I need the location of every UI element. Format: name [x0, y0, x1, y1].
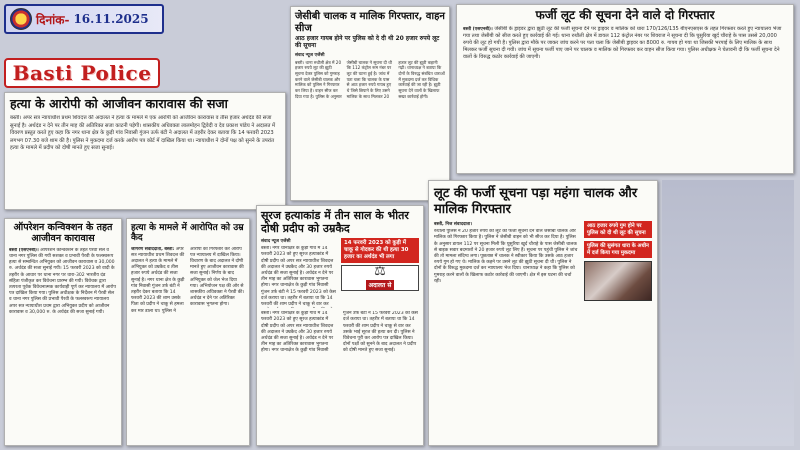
article-2-dateline: बस्ती (एसएनबी)।: [9, 247, 39, 253]
article-clipping-1: [4, 92, 286, 210]
article-clipping-3: [126, 218, 250, 446]
background-divider: [662, 180, 794, 446]
article-5-body: बस्ती। थाना रुधौली क्षेत्र में 20 हजार रुपये लूट की झूठी सूचना देकर पुलिस को गुमराह करने वाले जेसीबी चालक और मालिक को पुलिस ने गिरफ्तार कर लिया है। वाहन सीज कर दिया गया है। पुलिस के अनुसार जेसीबी चालक ने सूचना दी थी कि 112 कंट्रोल रूम नंबर पर लूट की घटना हुई है। जांच में पता चला कि चालक के पास से आठ हजार रुपये गायब हुए थे जिसे छिपाने के लिए उसने मालिक के साथ मिलकर 20 हजार लूट की झूठी कहानी गढ़ी। थानाध्यक्ष ने बताया कि दोनों के विरुद्ध संबंधित धाराओं में मुकदमा दर्ज कर विधिक कार्रवाई की जा रही है। झूठी सूचना देने वालों के खिलाफ सख्त कार्रवाई होगी।: [295, 59, 445, 99]
article-4-body: बस्ती। नगर थानाक्षेत्र के कुड़ी गांव में 14 फरवरी 2023 को हुए सूरज हत्याकांड में दोषी प्रदीप को अपर सत्र न्यायाधीश शिवदत्त की अदालत ने उम्रकैद और 30 हजार रुपये अर्थदंड की सजा सुनाई है। अर्थदंड न देने पर तीन माह का अतिरिक्त कारावास भुगतना होगा। नगर थानाक्षेत्र के कुड़ी गांव निवासी गुंजन उर्फ बंटी ने 15 फरवरी 2023 को केस दर्ज कराया था। तहरीर में बताया था कि 14 फरवरी की शाम प्रदीप ने चाकू से वार कर उसके भाई सूरज की हत्या कर दी। पुलिस ने विवेचना पूरी कर आरोप पत्र दाखिल किया। दोनों पक्षों को सुनने के बाद अदालत ने प्रदीप को दोषी मानते हुए सजा सुनाई।: [261, 311, 418, 354]
article-2-text: [9, 248, 117, 432]
article-clipping-4: [256, 205, 424, 446]
article-clipping-7: [428, 180, 658, 446]
article-7-photo: [584, 261, 652, 301]
article-3-headline: हत्या के मामले में आरोपित को उम्र कैद: [131, 223, 244, 244]
article-3-dateline: जागरण संवाददाता, बस्ती:: [131, 246, 175, 252]
brand-name: Basti Police: [12, 61, 152, 85]
article-4-byline: संवाद न्यूज एजेंसी: [261, 239, 291, 245]
article-3-text: [131, 247, 245, 439]
scales-of-justice-icon: ⚖: [374, 264, 386, 280]
article-6-headline: फर्जी लूट की सूचना देने वाले दो गिरफ्तार: [535, 8, 715, 22]
article-7-headline: लूट की फर्जी सूचना पड़ा महंगा चालक और मालिक गिरफ्तार: [434, 186, 638, 217]
article-clipping-6: [456, 4, 794, 174]
article-3-body: अपर सत्र न्यायाधीश प्रथम शिवदत्त की अदालत ने हत्या के मामले में अभियुक्त को उम्रकैद व तीस हजार रुपये अर्थदंड की सजा सुनाई है। नगर थाना क्षेत्र के कुड़ी गांव निवासी गुंजन उर्फ बंटी ने तहरीर देकर बताया कि 14 फरवरी 2023 की शाम उसके पिता को प्रदीप ने चाकू से हमला कर मार डाला था। पुलिस ने आरोपी को गिरफ्तार कर आरोप पत्र न्यायालय में दाखिल किया। विचारण के बाद अदालत ने दोषी मानते हुए आजीवन कारावास की सजा सुनाई। निर्णय के बाद अभियुक्त को जेल भेज दिया गया। अभियोजन पक्ष की ओर से शासकीय अधिवक्ता ने पैरवी की। अर्थदंड न देने पर अतिरिक्त कारावास भुगतना होगा।: [131, 246, 245, 314]
article-7-sub-highlight-2: पुलिस की सुसंगत धारा के अधीन में दर्ज किया गया मुकदमा: [584, 241, 652, 258]
article-4-body-lead: बस्ती। नगर थानाक्षेत्र के कुड़ी गांव में 14 फरवरी 2023 को हुए सूरज हत्याकांड में दोषी प्रदीप को अपर सत्र न्यायाधीश शिवदत्त की अदालत ने उम्रकैद और 30 हजार रुपये अर्थदंड की सजा सुनाई है। अर्थदंड न देने पर तीन माह का अतिरिक्त कारावास भुगतना होगा। नगर थानाक्षेत्र के कुड़ी गांव निवासी गुंजन उर्फ बंटी ने 15 फरवरी 2023 को केस दर्ज कराया था। तहरीर में बताया था कि 14 फरवरी की शाम प्रदीप ने चाकू से वार कर: [261, 246, 336, 307]
article-5-byline: संवाद न्यूज एजेंसी: [295, 52, 325, 58]
article-7-sub-highlight: आठ हजार रुपये गुम होने पर पुलिस को दी थी लूट की सूचना: [584, 221, 652, 238]
article-clipping-5: [290, 6, 450, 201]
article-5-headline: जेसीबी चालक व मालिक गिरफ्तार, वाहन सीज: [295, 11, 445, 34]
article-6-dateline: बस्ती (एसएनबी)।: [463, 26, 493, 32]
date-value: 16.11.2025: [73, 12, 149, 26]
court-graphic: [341, 265, 419, 291]
brand-box: [4, 58, 160, 88]
article-6-text: [463, 26, 787, 166]
article-2-headline: ऑपरेशन कन्विक्शन के तहत आजीवन कारावास: [13, 222, 113, 244]
date-banner: [4, 4, 164, 34]
article-1-body: बस्ती। अपर सत्र न्यायाधीश प्रथम शिवदत्त की अदालत ने हत्या के मामले में एक आरोपी को आजीवन कारावास व तीस हजार अर्थदंड की सजा सुनाई है। अर्थदंड न देने पर तीन माह की अतिरिक्त सजा काटनी पड़ेगी। शासकीय अधिवक्ता लालमोहन द्विवेदी व देव प्रकाश पांडेय ने अदालत में विवरण प्रस्तुत करते हुए कहा कि नगर थाना क्षेत्र के कुड़ी गांव निवासी गुंजन ऊर्फ बंटी ने अदालत में तहरीर देकर बताया कि 14 फरवरी 2023 लगभग 07.30 बजे शाम की है। पुलिस ने मुकदमा दर्ज करके आरोप पत्र कोर्ट में दाखिल किया था। न्यायाधीश ने दोनों पक्ष को सुनने के उपरांत हत्या के मामले में प्रदीप को दोषी मानते हुए सजा सुनाई।: [10, 115, 276, 151]
article-7-body: रुधौली पुलिस ने 20 हजार रुपये की लूट की फर्जी सूचना देने वाले जेसीबी चालक और मालिक को गिरफ्तार किया है। पुलिस ने जेसीबी वाहन को भी सीज कर दिया है। पुलिस के अनुसार डायल 112 पर सूचना मिली कि घुसुरिया खुर्द चौराहे के पास जेसीबी चालक से बाइक सवार बदमाशों ने 20 हजार रुपये लूट लिए हैं। सूचना पर पहुंची पुलिस ने जांच की तो मामला संदिग्ध लगा। पूछताछ में चालक ने स्वीकार किया कि उसके आठ हजार रुपये गुम हो गए थे। मालिक के कहने पर उसने लूट की झूठी सूचना दी थी। पुलिस ने दोनों के विरुद्ध मुकदमा दर्ज कर न्यायालय भेज दिया। थानाध्यक्ष ने कहा कि पुलिस को गुमराह करने वालों के खिलाफ कठोर कार्रवाई की जाएगी। क्षेत्र में इस घटना की चर्चा रही।: [434, 229, 578, 284]
article-5-subhead: आठ हजार गायब होने पर पुलिस को दे दी थी 20 हजार रुपये लूट की सूचना: [295, 35, 440, 49]
article-2-body: ऑपरेशन कन्विक्शन के तहत पैरवी सेल व थाना नगर पुलिस की गयी सशक्त व प्रभावी पैरवी के फलस्वरूप हत्या से सम्बन्धित अभियुक्त को आजीवन कारावास व 30,000 रु. अर्थदंड की सजा सुनाई गयी। 15 फरवरी 2023 को वादी के तहरीर के आधार पर थाना नगर पर धारा-302 भारतीय दंड संहिता पंजीकृत कर विवेचना प्रारम्भ की गयी। विवेचक द्वारा तत्परता पूर्वक विवेचनात्मक कार्यवाही पूर्ण कर न्यायालय में आरोप पत्र दाखिल किया गया। पुलिस अधीक्षक के निर्देशन में पैरवी सेल व थाना नगर पुलिस की प्रभावी पैरवी के फलस्वरूप न्यायालय अपर सत्र न्यायाधीश प्रथम द्वारा अभियुक्त प्रदीप को आजीवन कारावास व 30,000 रु. के अर्थदंड की सजा सुनाई गयी।: [9, 247, 116, 315]
article-4-highlight: 14 फरवरी 2023 को कुड़ी में चाकू से गोदकर की थी हत्या 30 हजार का अर्थदंड भी लगा: [341, 238, 419, 262]
article-4-headline: सूरज हत्याकांड में तीन साल के भीतर दोषी प्रदीप को उम्रकैद: [261, 209, 409, 235]
court-label: अदालत से: [366, 280, 395, 290]
article-clipping-2: [4, 218, 122, 446]
article-7-dateline: बस्ती, निज संवाददाता।: [434, 222, 472, 228]
article-6-body: जेसीबी के ड्राइवर द्वारा झूठी लूट की फर्जी सूचना देने पर ड्राइवर व मालिक को धारा 170/126/135 बीएनएसएस के तहत गिरफ्तार करते हुए न्यायालय भेजा गया तथा जेसीबी को सीज करते हुए कार्रवाई की गई। थाना रुधौली क्षेत्र में डायल 112 कंट्रोल नंबर पर शिवराज ने सूचना दी कि घुसुरिया खुर्द चौराहे के पास उससे 20,000 रुपये की लूट हो गयी है। पुलिस द्वारा मौके पर जाकर जांच करने पर पता चला कि जेसीबी ड्राइवर का 8000 रु. गायब हो गया था जिसकी भरपाई के लिए मालिक के साथ मिलकर फर्जी सूचना दी गयी। जांच में सूचना फर्जी पाए जाने पर चालक व मालिक को गिरफ्तार कर वाहन सीज किया गया। पुलिस अधीक्षक ने चेतावनी दी कि फर्जी सूचना देने वालों के विरुद्ध कठोर कार्रवाई की जाएगी।: [463, 25, 782, 61]
date-label: दिनांक-: [36, 12, 70, 27]
article-1-headline: हत्या के आरोपी को आजीवन कारावास की सजा: [10, 96, 228, 111]
police-emblem-icon: [10, 8, 32, 30]
